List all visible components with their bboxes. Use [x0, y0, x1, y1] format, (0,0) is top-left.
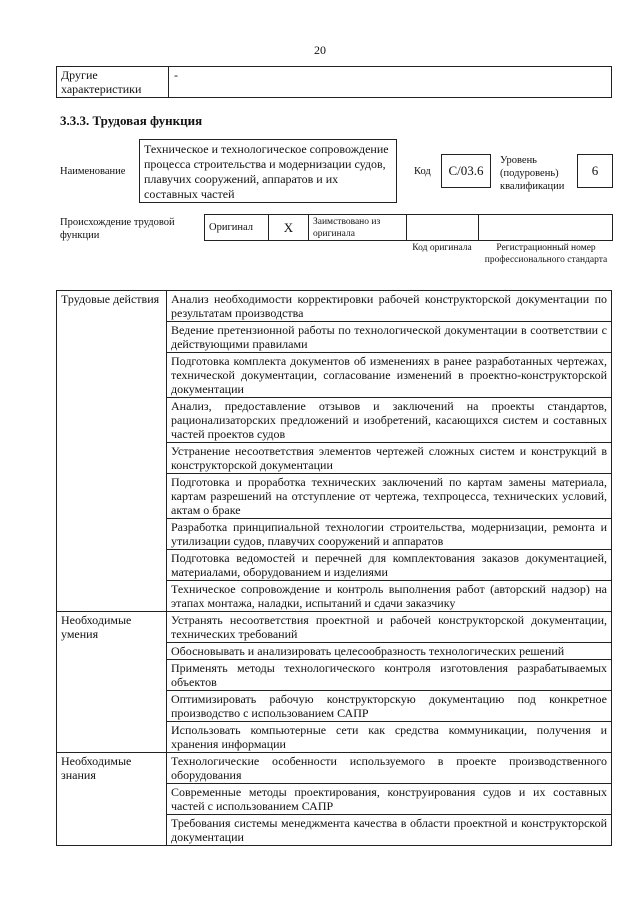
list-item: Подготовка комплекта документов об изменениях в ранее разработанных чертежах, технической документации, согласование изменений в проектно-конструкторской документации: [167, 353, 612, 398]
code-value: C/03.6: [441, 154, 491, 188]
section-heading: Необходимые знания: [57, 753, 167, 846]
list-item: Анализ, предоставление отзывов и заключений на проекты стандартов, рационализаторских предложений и изобретений, касающихся систем и составных частей проектов судов: [167, 398, 612, 443]
borrowed-label: Заимствовано из оригинала: [309, 215, 407, 240]
list-item: Современные методы проектирования, конструирования судов и их составных частей с использованием САПР: [167, 784, 612, 815]
list-item: Устранять несоответствия проектной и рабочей конструкторской документации, технических требований: [167, 612, 612, 643]
divider: [168, 67, 169, 97]
list-item: Применять методы технологического контроля изготовления разрабатываемых объектов: [167, 660, 612, 691]
reg-number-label: Регистрационный номер профессионального стандарта: [484, 243, 608, 265]
function-name: Техническое и технологическое сопровождение процесса строительства и модернизации судов, плавучих сооружений, аппаратов и их составных частей: [139, 139, 397, 203]
other-characteristics-label: Другие характеристики: [61, 68, 142, 96]
list-item: Подготовка и проработка технических заключений по картам замены материала, картам разрешений на отступление от чертежа, техпроцесса, технических условий, актам о браке: [167, 474, 612, 519]
function-details-table: [56, 290, 612, 846]
list-item: Ведение претензионной работы по технологической документации в соответствии с действующими правилами: [167, 322, 612, 353]
list-item: Устранение несоответствия элементов чертежей сложных систем и конструкций в конструкторской документации: [167, 443, 612, 474]
list-item: Обосновывать и анализировать целесообразность технологических решений: [167, 643, 612, 660]
name-label: Наименование: [60, 166, 126, 177]
origin-label: Происхождение трудовой функции: [60, 217, 175, 241]
list-item: Технологические особенности используемого в проекте производственного оборудования: [167, 753, 612, 784]
code-label: Код: [414, 166, 431, 177]
section-heading: Необходимые умения: [57, 612, 167, 753]
level-label: Уровень (подуровень) квалификации: [500, 155, 565, 192]
other-characteristics-row: [56, 66, 612, 98]
table-row: [57, 612, 612, 643]
list-item: Требования системы менеджмента качества в области проектной и конструкторской документации: [167, 815, 612, 846]
table-row: [57, 753, 612, 784]
original-mark: X: [269, 215, 309, 240]
section-title: 3.3.3. Трудовая функция: [60, 113, 203, 128]
code-original-label: Код оригинала: [412, 243, 472, 253]
list-item: Подготовка ведомостей и перечней для комплектования заказов документацией, материалами, оборудованием и изделиями: [167, 550, 612, 581]
list-item: Анализ необходимости корректировки рабочей конструкторской документации по результатам производства: [167, 291, 612, 322]
code-original-cell: [407, 215, 479, 240]
level-value: 6: [577, 154, 613, 188]
original-label: Оригинал: [205, 215, 269, 240]
table-row: [57, 291, 612, 322]
other-characteristics-value: -: [174, 68, 178, 82]
list-item: Использовать компьютерные сети как средства коммуникации, получения и хранения информации: [167, 722, 612, 753]
list-item: Техническое сопровождение и контроль выполнения работ (авторский надзор) на этапах монтажа, наладки, испытаний и сдачи заказчику: [167, 581, 612, 612]
reg-number-cell: [479, 215, 612, 240]
list-item: Разработка принципиальной технологии строительства, модернизации, ремонта и утилизации судов, плавучих сооружений и аппаратов: [167, 519, 612, 550]
section-heading: Трудовые действия: [57, 291, 167, 612]
origin-table: [204, 214, 613, 241]
page-number: 20: [314, 43, 326, 57]
list-item: Оптимизировать рабочую конструкторскую документацию под конкретное производство с использованием САПР: [167, 691, 612, 722]
